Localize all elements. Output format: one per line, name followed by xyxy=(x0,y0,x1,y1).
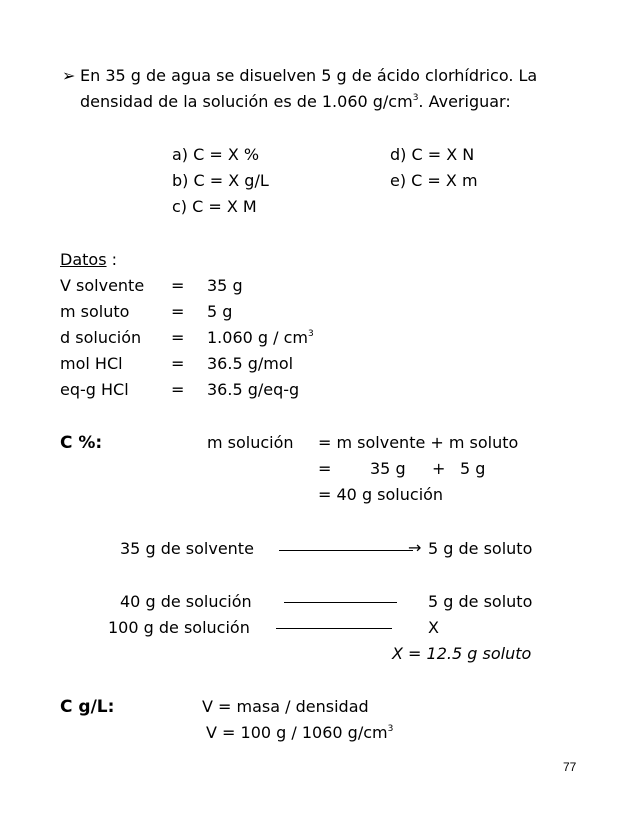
volume-calc xyxy=(206,723,393,743)
ratio-2-left: 40 g de solución xyxy=(120,592,252,611)
datos-value: 35 g xyxy=(207,276,243,295)
datos-label: V solvente xyxy=(60,276,145,295)
datos-label: m soluto xyxy=(60,302,130,321)
question-b: b) C = X g/L xyxy=(172,171,269,190)
mass-solute: 5 g xyxy=(460,459,486,478)
ratio-3-right: X xyxy=(428,618,439,637)
volume-calc-text: V = 100 g / 1060 g/cm xyxy=(206,723,388,742)
ratio-line xyxy=(276,628,392,629)
superscript: 3 xyxy=(308,329,314,339)
question-c: c) C = X M xyxy=(172,197,257,216)
mass-sum-line: = m solvente + m soluto xyxy=(318,433,519,452)
ratio-2-right: 5 g de soluto xyxy=(428,592,533,611)
ratio-line xyxy=(284,602,397,603)
question-e: e) C = X m xyxy=(390,171,478,190)
datos-value: 5 g xyxy=(207,302,233,321)
datos-eq: = xyxy=(171,380,185,399)
superscript: 3 xyxy=(387,724,394,734)
mass-eq-sign: = xyxy=(318,459,332,478)
ratio-1-right: 5 g de soluto xyxy=(428,539,533,558)
datos-eq: = xyxy=(171,328,185,347)
ratio-3-left: 100 g de solución xyxy=(108,618,250,637)
datos-value-text: 1.060 g / cm xyxy=(207,328,308,347)
plus-sign: + xyxy=(432,459,446,478)
c-percent-heading: C %: xyxy=(60,433,103,453)
page-number: 77 xyxy=(563,760,577,774)
datos-eq: = xyxy=(171,354,185,373)
datos-label: mol HCl xyxy=(60,354,123,373)
mass-total: = 40 g solución xyxy=(318,485,444,504)
m-solucion-label: m solución xyxy=(207,433,294,452)
datos-label: eq-g HCl xyxy=(60,380,129,399)
datos-label: d solución xyxy=(60,328,142,347)
datos-value: 36.5 g/eq-g xyxy=(207,380,300,399)
bullet-arrow-icon: ➢ xyxy=(62,66,76,85)
datos-title-colon: : xyxy=(106,250,118,269)
superscript: 3 xyxy=(412,93,419,103)
problem-line-2 xyxy=(80,92,511,112)
volume-formula: V = masa / densidad xyxy=(202,697,369,716)
ratio-1-left: 35 g de solvente xyxy=(120,539,254,558)
problem-line-1: En 35 g de agua se disuelven 5 g de ácido clorhídrico. La xyxy=(80,66,538,85)
problem-line-2-text: densidad de la solución es de 1.060 g/cm xyxy=(80,92,413,111)
datos-title xyxy=(60,250,117,270)
question-a: a) C = X % xyxy=(172,145,260,164)
datos-eq: = xyxy=(171,276,185,295)
right-arrow-icon: → xyxy=(408,538,422,557)
mass-solvent: 35 g xyxy=(370,459,406,478)
datos-title-text: Datos xyxy=(60,250,107,269)
result-x: X = 12.5 g soluto xyxy=(392,644,532,663)
datos-value xyxy=(207,328,314,348)
datos-eq: = xyxy=(171,302,185,321)
arrow-line xyxy=(279,550,413,551)
datos-value: 36.5 g/mol xyxy=(207,354,294,373)
problem-line-2-end: . Averiguar: xyxy=(418,92,511,111)
question-d: d) C = X N xyxy=(390,145,475,164)
c-gl-heading: C g/L: xyxy=(60,697,115,717)
